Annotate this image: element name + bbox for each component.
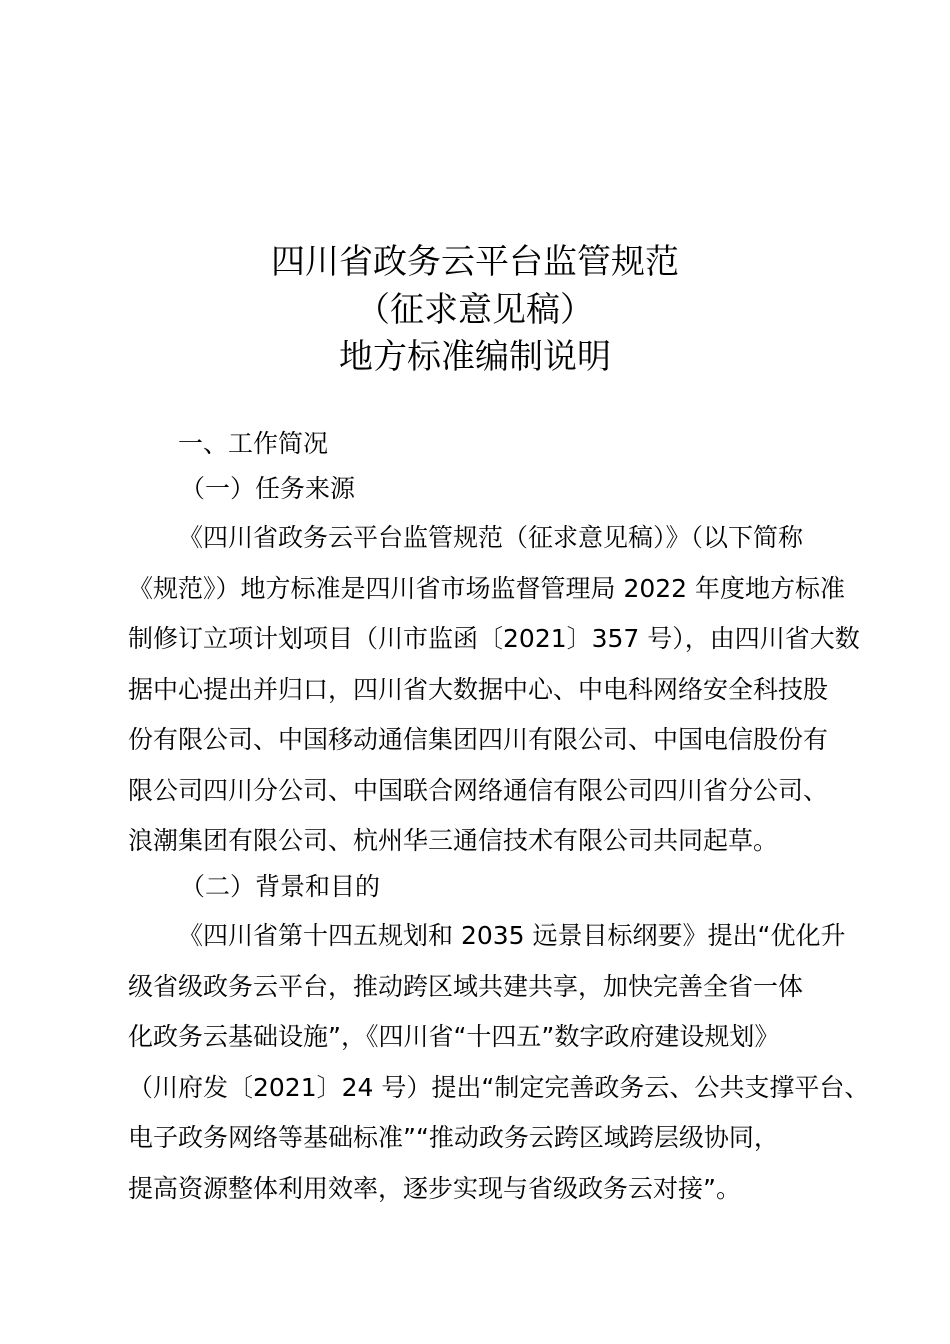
document-subtitle-explanation: 地方标准编制说明 <box>339 337 611 377</box>
paragraph-line: 《四川省第十四五规划和 2035 远景目标纲要》提出“优化升 <box>178 921 846 950</box>
paragraph-line: 级省级政务云平台，推动跨区域共建共享，加快完善全省一体 <box>128 971 804 1001</box>
paragraph-background <box>128 911 870 1214</box>
paragraph-line: 电子政务网络等基础标准”“推动政务云跨区域跨层级协同， <box>128 1123 779 1152</box>
paragraph-task-source <box>128 513 860 867</box>
paragraph-line: 《规范》）地方标准是四川省市场监督管理局 2022 年度地方标准 <box>128 573 846 603</box>
paragraph-line: 化政务云基础设施”，《四川省“十四五”数字政府建设规划》 <box>128 1022 780 1051</box>
paragraph-line: 制修订立项计划项目（川市监函〔2021〕357 号），由四川省大数 <box>128 624 860 653</box>
paragraph-line: 提高资源整体利用效率，逐步实现与省级政务云对接”。 <box>128 1173 741 1203</box>
paragraph-line: 《四川省政务云平台监管规范（征求意见稿）》（以下简称 <box>178 523 804 552</box>
document-title: 四川省政务云平台监管规范 <box>271 242 679 282</box>
paragraph-line: 份有限公司、中国移动通信集团四川有限公司、中国电信股份有 <box>128 725 829 754</box>
subsection-heading-task-source: （一）任务来源 <box>180 474 356 503</box>
subsection-heading-background: （二）背景和目的 <box>180 872 381 901</box>
section-heading-work-overview: 一、工作简况 <box>178 429 329 458</box>
paragraph-line: 浪潮集团有限公司、杭州华三通信技术有限公司共同起草。 <box>128 826 779 855</box>
paragraph-line: 限公司四川分公司、中国联合网络通信有限公司四川省分公司、 <box>128 775 829 805</box>
paragraph-line: （川府发〔2021〕24 号）提出“制定完善政务云、公共支撑平台、 <box>128 1072 870 1102</box>
paragraph-line: 据中心提出并归口，四川省大数据中心、中电科网络安全科技股 <box>128 674 829 704</box>
document-subtitle-draft: （征求意见稿） <box>356 290 594 330</box>
